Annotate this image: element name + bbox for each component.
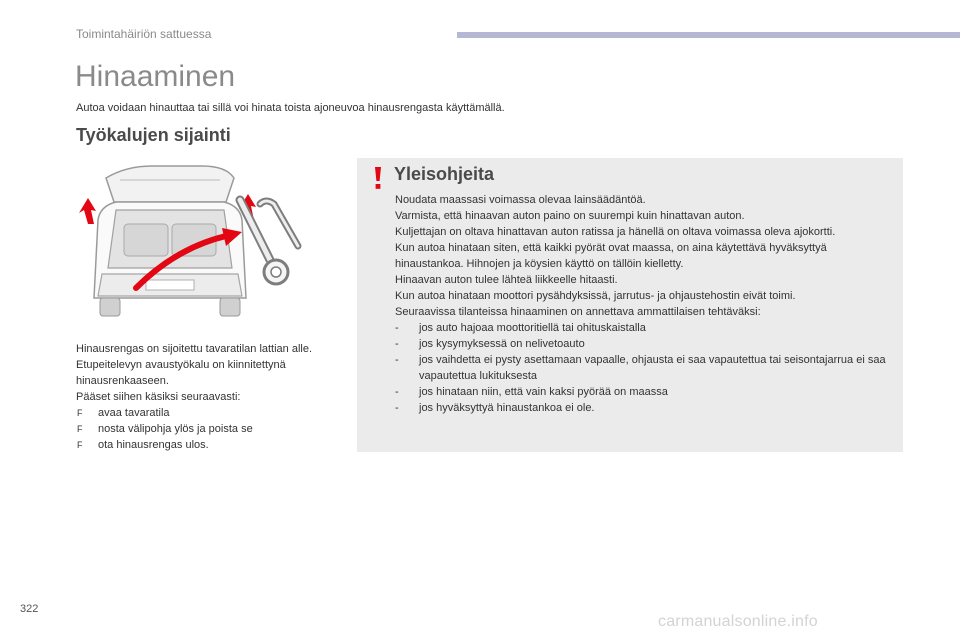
warning-paragraph: Kuljettajan on oltava hinattavan auton ratissa ja hänellä on oltava voimassa oleva ajokortti. — [395, 226, 836, 238]
professional-cases-list — [395, 320, 895, 416]
warning-paragraph: Kun autoa hinataan moottori pysähdyksissä, jarrutus- ja ohjaustehostin eivät toimi. — [395, 290, 796, 302]
dash-marker: - — [395, 386, 399, 398]
list-item — [76, 421, 326, 437]
warning-paragraph: Kun autoa hinataan siten, että kaikki pyörät ovat maassa, on aina käytettävä hyväksyttyä hinaustankoa. Hihnojen ja köysien käyttö on tällöin kielletty. — [395, 242, 827, 270]
list-item — [395, 384, 895, 400]
page-number: 322 — [20, 603, 39, 615]
exclamation-icon — [371, 166, 385, 190]
chapter-title: Toimintahäiriön sattuessa — [76, 27, 212, 41]
watermark: carmanualsonline.info — [658, 613, 818, 630]
header-accent-bar — [457, 32, 960, 38]
tools-paragraph: Hinausrengas on sijoitettu tavaratilan lattian alle. — [76, 343, 313, 355]
case-text: jos kysymyksessä on nelivetoauto — [419, 338, 585, 350]
warning-paragraph: Noudata maassasi voimassa olevaa lainsäädäntöä. — [395, 194, 646, 206]
list-item — [76, 405, 326, 421]
list-item — [76, 437, 326, 453]
list-item — [395, 400, 895, 416]
step-text: avaa tavaratila — [98, 407, 170, 419]
page-title: Hinaaminen — [75, 60, 236, 93]
bullet-marker: F — [77, 424, 83, 434]
tools-paragraph: Etupeitelevyn avaustyökalu on kiinnitettynä hinausrenkaaseen. — [76, 359, 286, 387]
car-trunk-tow-eye-illustration — [76, 160, 338, 330]
list-item — [395, 320, 895, 336]
list-item — [395, 352, 895, 384]
case-text: jos hinataan niin, että vain kaksi pyörää on maassa — [419, 386, 668, 398]
warning-body — [395, 192, 895, 416]
tools-paragraph: Pääset siihen käsiksi seuraavasti: — [76, 391, 241, 403]
case-text: jos auto hajoaa moottoritiellä tai ohituskaistalla — [419, 322, 646, 334]
steps-list — [76, 405, 326, 453]
warning-paragraph: Varmista, että hinaavan auton paino on suurempi kuin hinattavan auton. — [395, 210, 745, 222]
step-text: ota hinausrengas ulos. — [98, 439, 209, 451]
case-text: jos hyväksyttyä hinaustankoa ei ole. — [419, 402, 595, 414]
tools-description — [76, 341, 326, 453]
intro-text: Autoa voidaan hinauttaa tai sillä voi hinata toista ajoneuvoa hinausrengasta käyttämällä. — [76, 102, 505, 114]
list-item — [395, 336, 895, 352]
tools-section-title: Työkalujen sijainti — [76, 125, 231, 145]
step-text: nosta välipohja ylös ja poista se — [98, 423, 253, 435]
dash-marker: - — [395, 322, 399, 334]
warning-title: Yleisohjeita — [394, 164, 495, 184]
case-text: jos vaihdetta ei pysty asettamaan vapaalle, ohjausta ei saa vapautettua tai seisontajarrua ei saa vapautettua lukituksesta — [419, 354, 886, 382]
warning-paragraph: Hinaavan auton tulee lähteä liikkeelle hitaasti. — [395, 274, 618, 286]
dash-marker: - — [395, 402, 399, 414]
bullet-marker: F — [77, 440, 83, 450]
dash-marker: - — [395, 354, 399, 366]
warning-paragraph: Seuraavissa tilanteissa hinaaminen on annettava ammattilaisen tehtäväksi: — [395, 306, 761, 318]
dash-marker: - — [395, 338, 399, 350]
bullet-marker: F — [77, 408, 83, 418]
general-instructions-box — [357, 158, 903, 452]
